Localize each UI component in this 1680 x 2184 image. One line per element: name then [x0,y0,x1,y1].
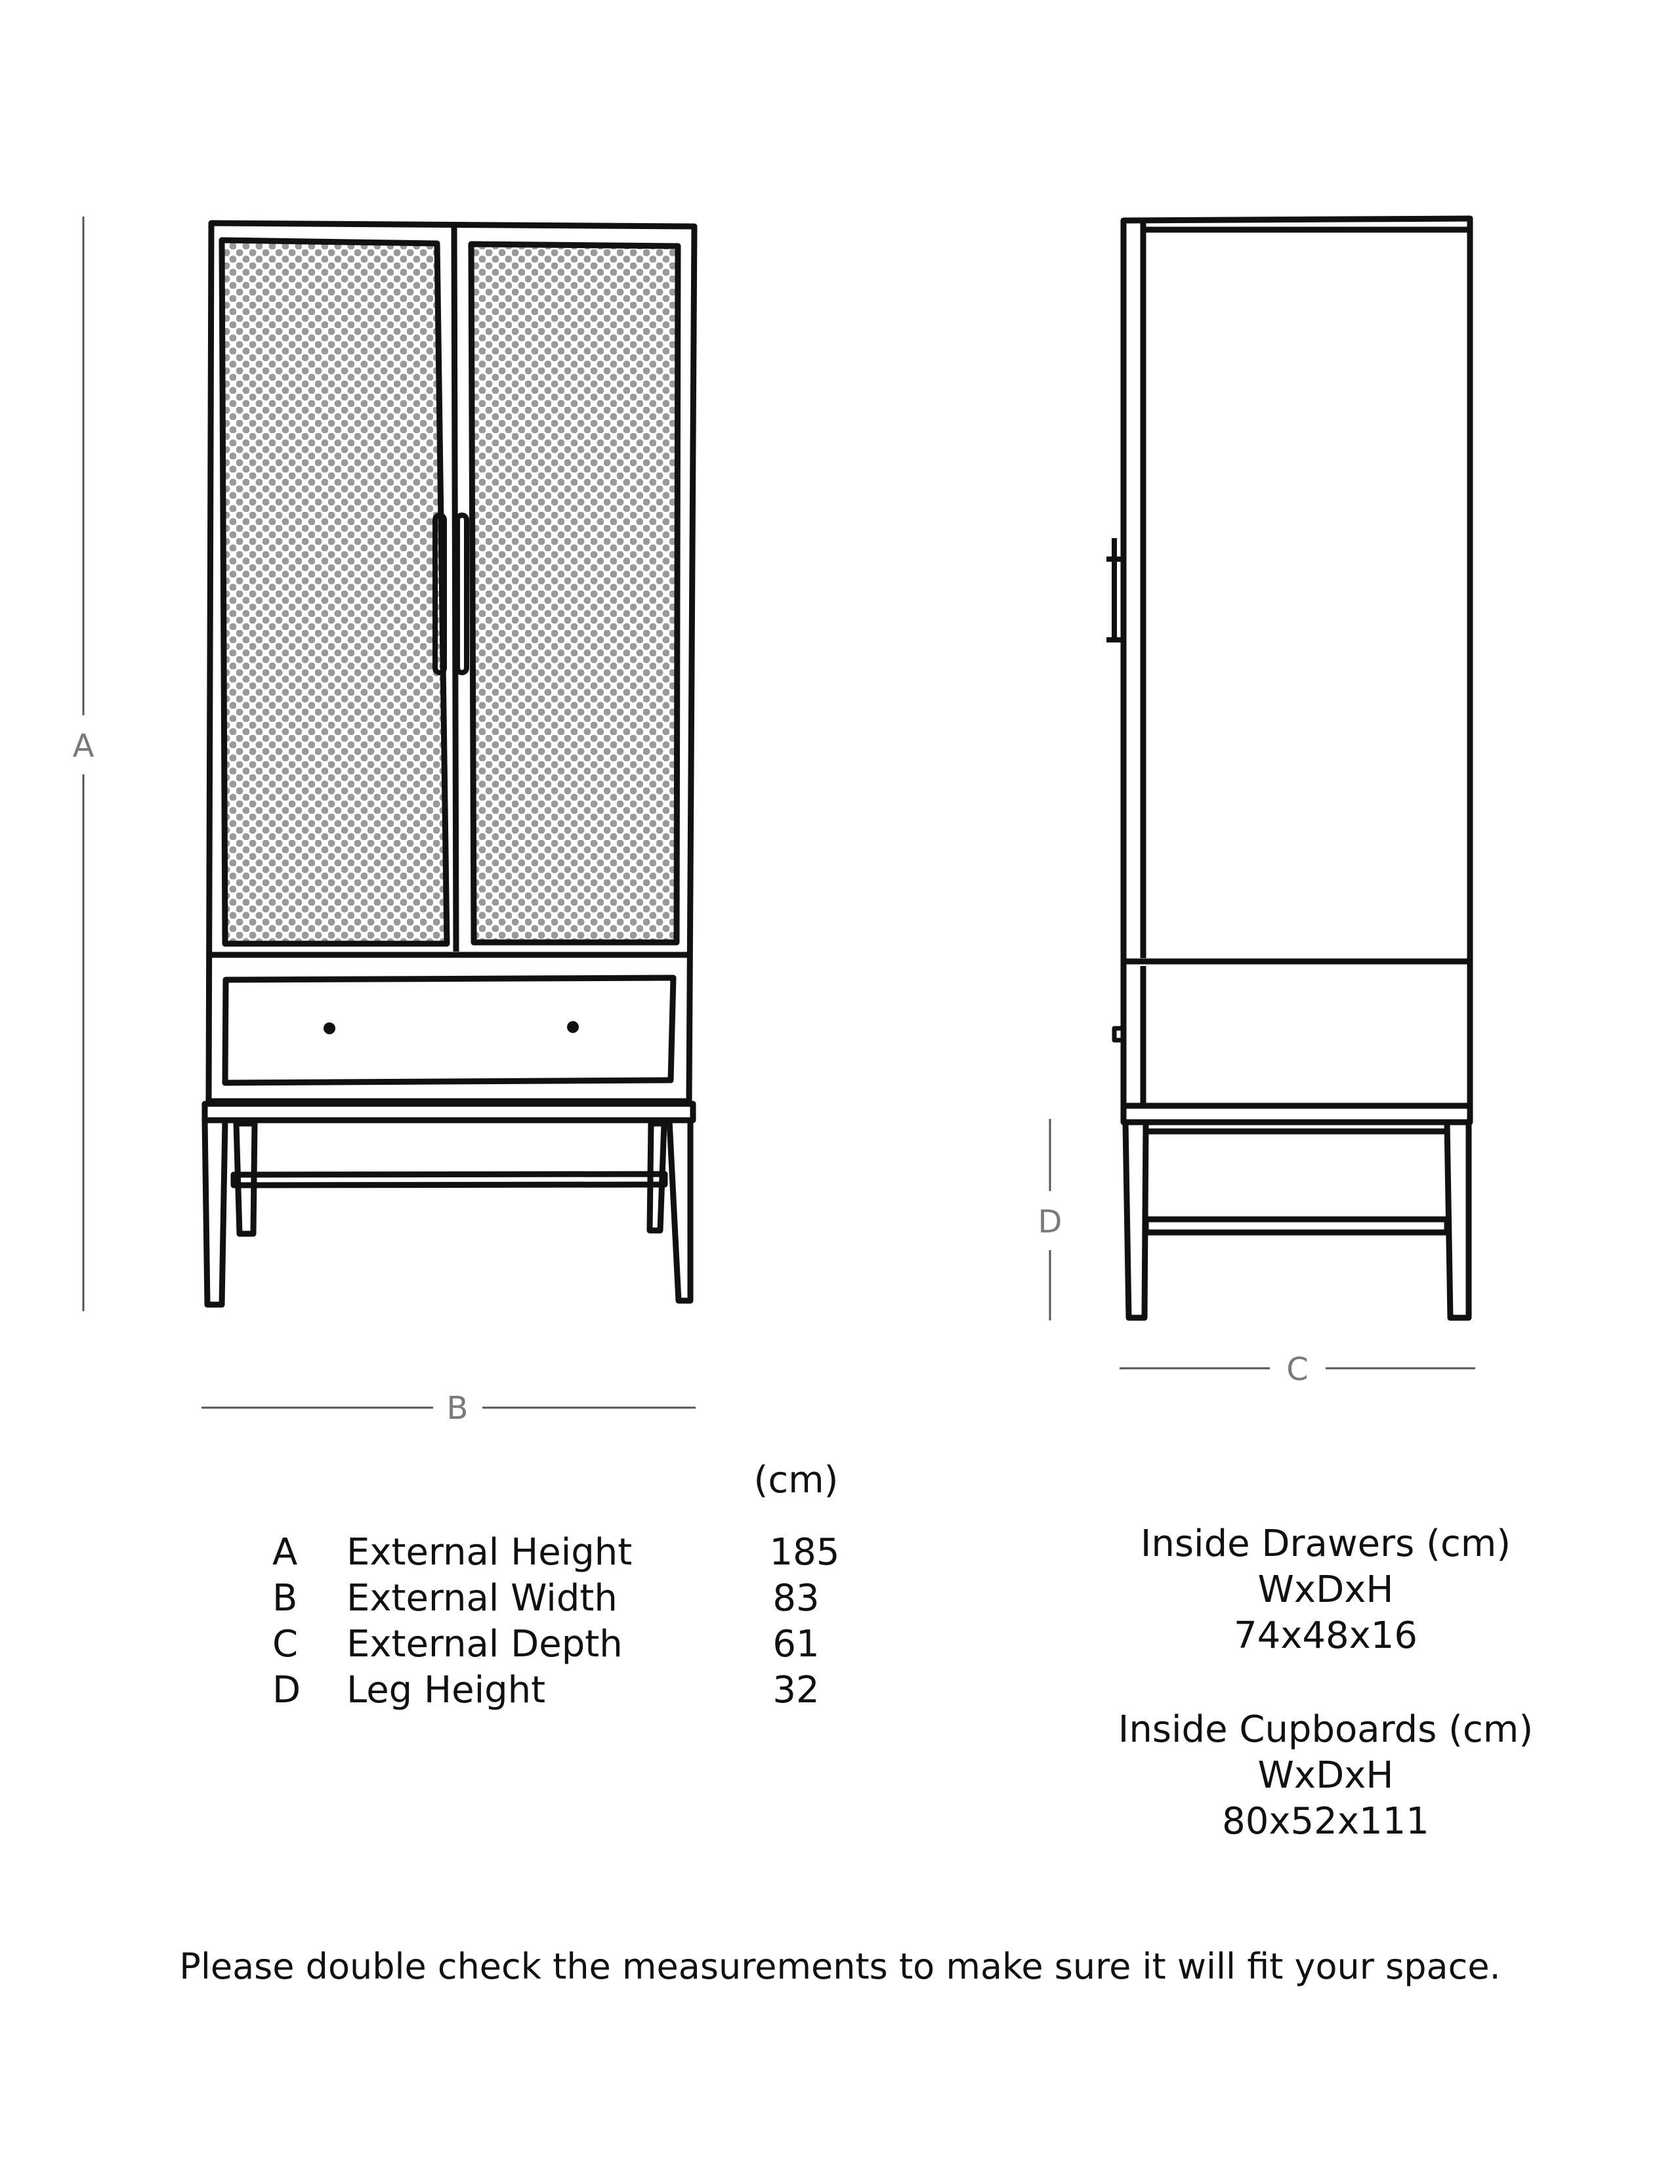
back-leg-left [236,1124,255,1234]
measurement-letter: A [272,1531,298,1574]
dimension-c-label: C [1286,1351,1309,1388]
fit-note: Please double check the measurements to make sure it will fit your space. [179,1946,1501,1987]
right-door [471,244,678,942]
left-door [222,240,447,944]
drawer-knob-right [567,1021,579,1033]
unit-header: (cm) [753,1459,839,1502]
inside-cupboards-title: Inside Cupboards (cm) [1118,1708,1534,1751]
drawer-knob-left [324,1022,335,1034]
measurement-value: 61 [772,1623,820,1666]
measurement-label: External Width [346,1577,618,1620]
measurement-letter: C [272,1623,299,1666]
side-view [1106,219,1470,1318]
measurement-label: External Depth [346,1623,623,1666]
side-stretcher [1146,1219,1447,1232]
front-stand-top [205,1104,693,1120]
drawer-front [225,978,673,1083]
measurement-letter: D [272,1669,301,1712]
side-drawer-knob [1114,1028,1124,1040]
measurement-value: 32 [772,1669,820,1712]
inside-drawers-title: Inside Drawers (cm) [1140,1522,1511,1565]
dimension-b-label: B [446,1390,469,1427]
measurement-value: 83 [772,1577,820,1620]
inside-cupboards-size: 80x52x111 [1222,1800,1429,1843]
inside-drawers-format: WxDxH [1257,1568,1394,1611]
front-leg-left [205,1120,225,1305]
front-view [205,223,694,1305]
inside-cupboards-format: WxDxH [1257,1754,1394,1797]
front-leg-right [669,1120,690,1301]
dimension-d-label: D [1038,1204,1062,1240]
side-carcass-outline [1124,219,1470,1106]
inside-drawers-size: 74x48x16 [1233,1614,1418,1657]
stretcher [234,1174,665,1185]
side-leg-front [1125,1122,1146,1318]
side-leg-back [1447,1122,1469,1318]
dimension-a-label: A [72,728,94,765]
measurement-value: 185 [769,1531,840,1574]
measurement-letter: B [272,1577,298,1620]
measurement-label: Leg Height [346,1669,546,1712]
side-stand-top [1124,1106,1470,1122]
measurement-label: External Height [346,1531,633,1574]
